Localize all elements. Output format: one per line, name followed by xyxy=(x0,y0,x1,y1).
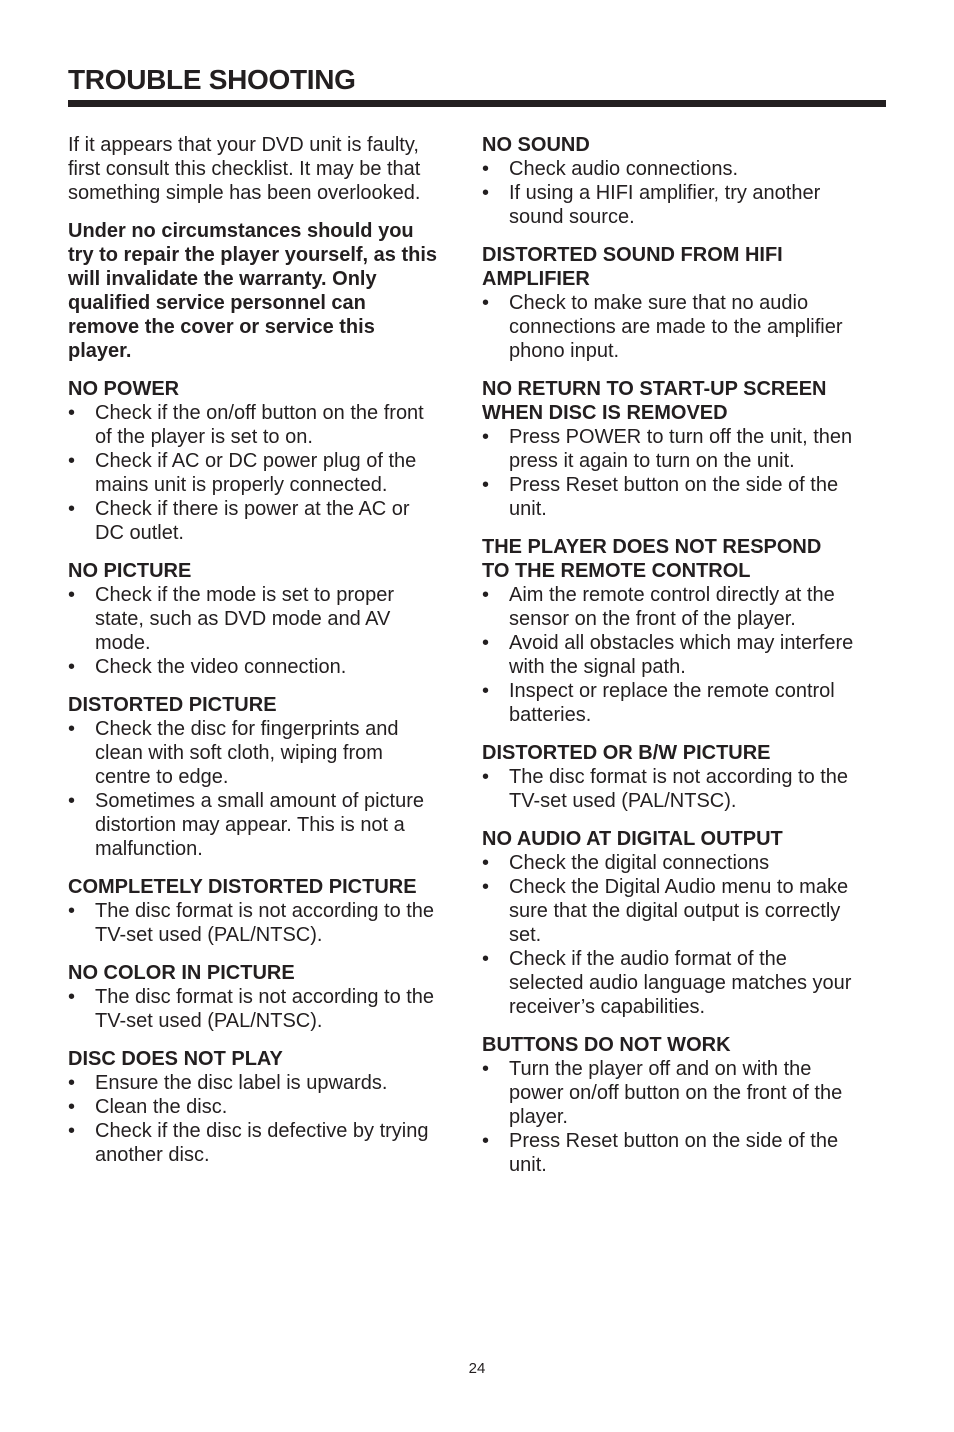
check-item xyxy=(482,1057,854,1129)
bullet-icon: • xyxy=(482,158,490,180)
bullet-icon: • xyxy=(68,1096,76,1118)
warranty-warning: Under no circumstances should you try to repair the player yourself, as this will invalidate the warranty. Only qualified service personnel can remove the cover or service this player. xyxy=(68,220,438,362)
check-list xyxy=(68,1071,440,1167)
trouble-section xyxy=(68,693,440,861)
section-heading: THE PLAYER DOES NOT RESPOND TO THE REMOTE CONTROL xyxy=(482,536,822,582)
check-item xyxy=(68,985,440,1033)
check-item-text: If using a HIFI amplifier, try another sound source. xyxy=(509,182,821,228)
bullet-icon: • xyxy=(482,474,490,496)
trouble-section xyxy=(482,1033,854,1177)
bullet-icon: • xyxy=(482,852,490,874)
section-heading: NO AUDIO AT DIGITAL OUTPUT xyxy=(482,828,783,850)
check-item xyxy=(68,1071,440,1095)
bullet-icon: • xyxy=(482,876,490,898)
check-list xyxy=(482,1057,854,1177)
check-item-text: Check if there is power at the AC or DC outlet. xyxy=(95,498,410,544)
bullet-icon: • xyxy=(68,656,76,678)
bullet-icon: • xyxy=(482,1058,490,1080)
trouble-section xyxy=(482,535,854,727)
check-item-text: Check the digital connections xyxy=(509,852,770,874)
bullet-icon: • xyxy=(482,584,490,606)
trouble-section xyxy=(482,741,854,813)
check-item-text: Sometimes a small amount of picture distortion may appear. This is not a malfunction. xyxy=(95,790,425,860)
bullet-icon: • xyxy=(68,900,76,922)
check-item-text: The disc format is not according to the TV-set used (PAL/NTSC). xyxy=(509,766,849,812)
right-column xyxy=(482,133,854,1191)
check-item-text: Check if the on/off button on the front of the player is set to on. xyxy=(95,402,424,448)
section-heading: DISC DOES NOT PLAY xyxy=(68,1048,283,1070)
check-list xyxy=(68,985,440,1033)
intro-paragraph: If it appears that your DVD unit is faulty, first consult this checklist. It may be that something simple has been overlooked. xyxy=(68,134,421,204)
check-item xyxy=(482,1129,854,1177)
check-item xyxy=(68,899,440,947)
check-item-text: Check the disc for fingerprints and clean with soft cloth, wiping from centre to edge. xyxy=(95,718,399,788)
check-item xyxy=(482,851,854,875)
check-item xyxy=(482,947,854,1019)
section-heading: DISTORTED OR B/W PICTURE xyxy=(482,742,771,764)
bullet-icon: • xyxy=(482,292,490,314)
trouble-section xyxy=(482,827,854,1019)
check-item xyxy=(68,583,440,655)
check-item xyxy=(68,789,440,861)
check-item xyxy=(482,425,854,473)
check-item-text: Ensure the disc label is upwards. xyxy=(95,1072,388,1094)
check-item xyxy=(482,157,854,181)
bullet-icon: • xyxy=(482,766,490,788)
check-item-text: Check to make sure that no audio connections are made to the amplifier phono input. xyxy=(509,292,843,362)
trouble-section xyxy=(68,559,440,679)
check-list xyxy=(482,425,854,521)
check-item-text: Clean the disc. xyxy=(95,1096,228,1118)
check-item-text: Inspect or replace the remote control batteries. xyxy=(509,680,835,726)
bullet-icon: • xyxy=(482,632,490,654)
bullet-icon: • xyxy=(68,790,76,812)
check-item-text: The disc format is not according to the TV-set used (PAL/NTSC). xyxy=(95,900,435,946)
check-list xyxy=(68,401,440,545)
bullet-icon: • xyxy=(482,948,490,970)
check-list xyxy=(482,851,854,1019)
trouble-section xyxy=(482,133,854,229)
left-column xyxy=(68,133,440,1181)
bullet-icon: • xyxy=(482,1130,490,1152)
check-item xyxy=(68,717,440,789)
section-heading: BUTTONS DO NOT WORK xyxy=(482,1034,731,1056)
check-item-text: Check the video connection. xyxy=(95,656,347,678)
check-item-text: Aim the remote control directly at the sensor on the front of the player. xyxy=(509,584,835,630)
trouble-section xyxy=(68,377,440,545)
check-item xyxy=(68,1119,440,1167)
check-item-text: Press POWER to turn off the unit, then press it again to turn on the unit. xyxy=(509,426,853,472)
check-list xyxy=(68,717,440,861)
check-item-text: Check if the mode is set to proper state, such as DVD mode and AV mode. xyxy=(95,584,395,654)
check-item xyxy=(68,1095,440,1119)
right-sections xyxy=(482,133,854,1177)
section-heading: COMPLETELY DISTORTED PICTURE xyxy=(68,876,417,898)
bullet-icon: • xyxy=(68,450,76,472)
check-list xyxy=(482,765,854,813)
check-item-text: The disc format is not according to the TV-set used (PAL/NTSC). xyxy=(95,986,435,1032)
section-heading: DISTORTED PICTURE xyxy=(68,694,277,716)
section-heading: NO RETURN TO START-UP SCREEN WHEN DISC IS REMOVED xyxy=(482,378,827,424)
bullet-icon: • xyxy=(482,182,490,204)
check-item-text: Check if the disc is defective by trying another disc. xyxy=(95,1120,429,1166)
bullet-icon: • xyxy=(68,1120,76,1142)
check-item-text: Press Reset button on the side of the unit. xyxy=(509,474,839,520)
check-item-text: Check the Digital Audio menu to make sure that the digital output is correctly set. xyxy=(509,876,849,946)
trouble-section xyxy=(68,961,440,1033)
section-heading: DISTORTED SOUND FROM HIFI AMPLIFIER xyxy=(482,244,783,290)
check-item xyxy=(68,449,440,497)
check-item xyxy=(482,765,854,813)
check-list xyxy=(482,157,854,229)
check-item xyxy=(482,631,854,679)
bullet-icon: • xyxy=(68,986,76,1008)
check-item xyxy=(68,497,440,545)
check-item xyxy=(482,875,854,947)
check-item-text: Check if the audio format of the selected audio language matches your receiver’s capabilities. xyxy=(509,948,852,1018)
page-title: TROUBLE SHOOTING xyxy=(68,64,356,95)
check-list xyxy=(482,291,854,363)
check-item xyxy=(482,181,854,229)
left-sections xyxy=(68,377,440,1167)
bullet-icon: • xyxy=(68,718,76,740)
bullet-icon: • xyxy=(68,498,76,520)
check-list xyxy=(482,583,854,727)
check-item xyxy=(482,583,854,631)
trouble-section xyxy=(482,243,854,363)
section-heading: NO COLOR IN PICTURE xyxy=(68,962,295,984)
trouble-section xyxy=(68,1047,440,1167)
bullet-icon: • xyxy=(68,1072,76,1094)
check-item xyxy=(482,473,854,521)
check-list xyxy=(68,583,440,679)
check-item-text: Check if AC or DC power plug of the mains unit is properly connected. xyxy=(95,450,417,496)
check-item xyxy=(68,401,440,449)
check-item-text: Check audio connections. xyxy=(509,158,739,180)
trouble-section xyxy=(482,377,854,521)
check-item-text: Turn the player off and on with the power on/off button on the front of the player. xyxy=(509,1058,843,1128)
page-number: 24 xyxy=(468,1360,486,1377)
check-item-text: Avoid all obstacles which may interfere with the signal path. xyxy=(509,632,854,678)
check-item xyxy=(482,291,854,363)
bullet-icon: • xyxy=(482,426,490,448)
check-list xyxy=(68,899,440,947)
title-rule xyxy=(68,100,886,107)
section-heading: NO SOUND xyxy=(482,134,590,156)
trouble-section xyxy=(68,875,440,947)
section-heading: NO POWER xyxy=(68,378,180,400)
bullet-icon: • xyxy=(482,680,490,702)
bullet-icon: • xyxy=(68,584,76,606)
check-item xyxy=(482,679,854,727)
check-item-text: Press Reset button on the side of the unit. xyxy=(509,1130,839,1176)
check-item xyxy=(68,655,440,679)
bullet-icon: • xyxy=(68,402,76,424)
section-heading: NO PICTURE xyxy=(68,560,192,582)
